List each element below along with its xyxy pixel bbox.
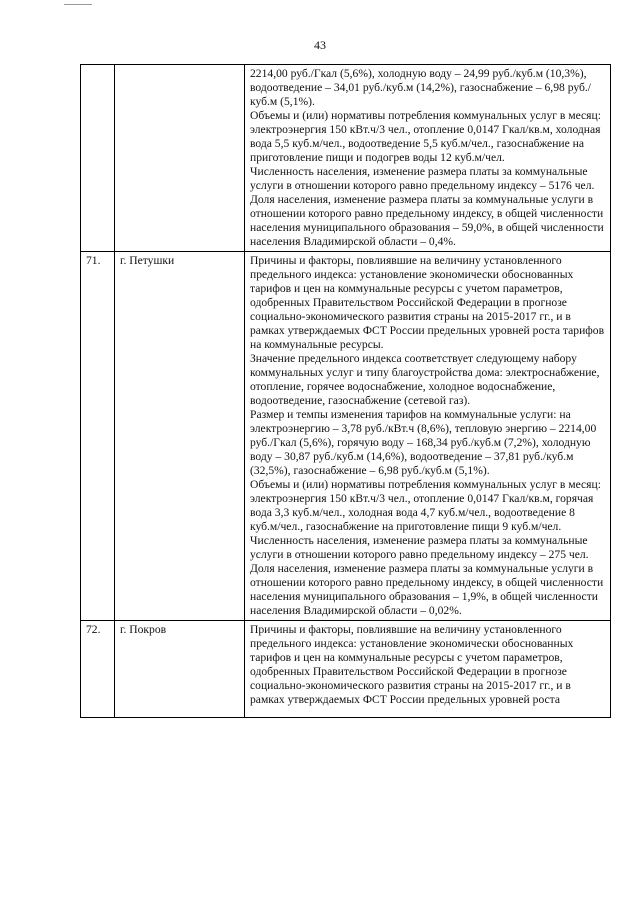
paragraph: Объемы и (или) нормативы потребления коммунальных услуг в месяц: электроэнергия 150 кВт.ч/3 чел., отопление 0,0147 Гкал/кв.м, холодная вода 5,5 куб.м/чел., водоотведение 5,5 куб.м/чел., газоснабжение на приготовление пищи и подогрев воды 12 куб.м/чел. xyxy=(250,109,601,164)
row-number: 72. xyxy=(81,621,115,718)
tariff-table xyxy=(80,64,611,718)
text-clip xyxy=(250,623,606,715)
paragraph: Доля населения, изменение размера платы за коммунальные услуги в отношении которого равно предельному индексу, в общей численности населения муниципального образования – 1,9%, в общей численности населения Владимирской области – 0,02%. xyxy=(250,562,604,617)
table-row xyxy=(81,252,611,621)
paragraph: Численность населения, изменение размера платы за коммунальные услуги в отношении которого равно предельному индексу – 5176 чел. xyxy=(250,165,595,192)
paragraph: Доля населения, изменение размера платы за коммунальные услуги в отношении которого равно предельному индексу, в общей численности населения муниципального образования – 59,0%, в общей численности населения Владимирской области – 0,4%. xyxy=(250,193,604,248)
scan-mark xyxy=(64,4,92,5)
row-city: г. Петушки xyxy=(115,252,245,621)
row-city: г. Покров xyxy=(115,621,245,718)
page-number: 43 xyxy=(314,38,326,52)
row-description xyxy=(245,252,611,621)
row-description xyxy=(245,65,611,252)
table-row xyxy=(81,65,611,252)
row-city xyxy=(115,65,245,252)
table-row xyxy=(81,621,611,718)
row-number xyxy=(81,65,115,252)
paragraph: Причины и факторы, повлиявшие на величину установленного предельного индекса: установление экономически обоснованных тарифов и цен на коммунальные ресурсы с учетом параметров, одобренных Правительством Российской Федерации в прогнозе социально-экономического развития страны на 2015-2017 гг., и в рамках утверждаемых ФСТ России предельных уровней роста тарифов на коммунальные ресурсы. xyxy=(250,254,605,351)
row-description xyxy=(245,621,611,718)
paragraph: Численность населения, изменение размера платы за коммунальные услуги в отношении которого равно предельному индексу – 275 чел. xyxy=(250,534,589,561)
paragraph: Размер и темпы изменения тарифов на коммунальные услуги: на электроэнергию – 3,78 руб./кВт.ч (8,6%), тепловую энергию – 2214,00 руб./Гкал (5,6%), горячую воду – 168,34 руб./куб.м (7,2%), холодную воду – 30,87 руб./куб.м (14,6%), водоотведение – 37,81 руб./куб.м (32,5%), газоснабжение – 6,98 руб./куб.м (5,1%). xyxy=(250,408,597,477)
paragraph: Причины и факторы, повлиявшие на величину установленного предельного индекса: установление экономически обоснованных тарифов и цен на коммунальные ресурсы с учетом параметров, одобренных Правительством Российской Федерации в прогнозе социально-экономического развития страны на 2015-2017 гг., и в рамках утверждаемых ФСТ России предельных уровней роста xyxy=(250,623,574,706)
paragraph: 2214,00 руб./Гкал (5,6%), холодную воду – 24,99 руб./куб.м (10,3%), водоотведение – 34,01 руб./куб.м (14,2%), газоснабжение – 6,98 руб./куб.м (5,1%). xyxy=(250,67,592,108)
paragraph: Значение предельного индекса соответствует следующему набору коммунальных услуг и типу благоустройства дома: электроснабжение, отопление, горячее водоснабжение, холодное водоснабжение, водоотведение, газоснабжение (сетевой газ). xyxy=(250,352,600,407)
paragraph: Объемы и (или) нормативы потребления коммунальных услуг в месяц: электроэнергия 150 кВт.ч/3 чел., отопление 0,0147 Гкал/кв.м, горячая вода 3,3 куб.м/чел., холодная вода 4,7 куб.м/чел., водоотведение 8 куб.м/чел., газоснабжение на приготовление пищи 9 куб.м/чел. xyxy=(250,478,601,533)
row-number: 71. xyxy=(81,252,115,621)
